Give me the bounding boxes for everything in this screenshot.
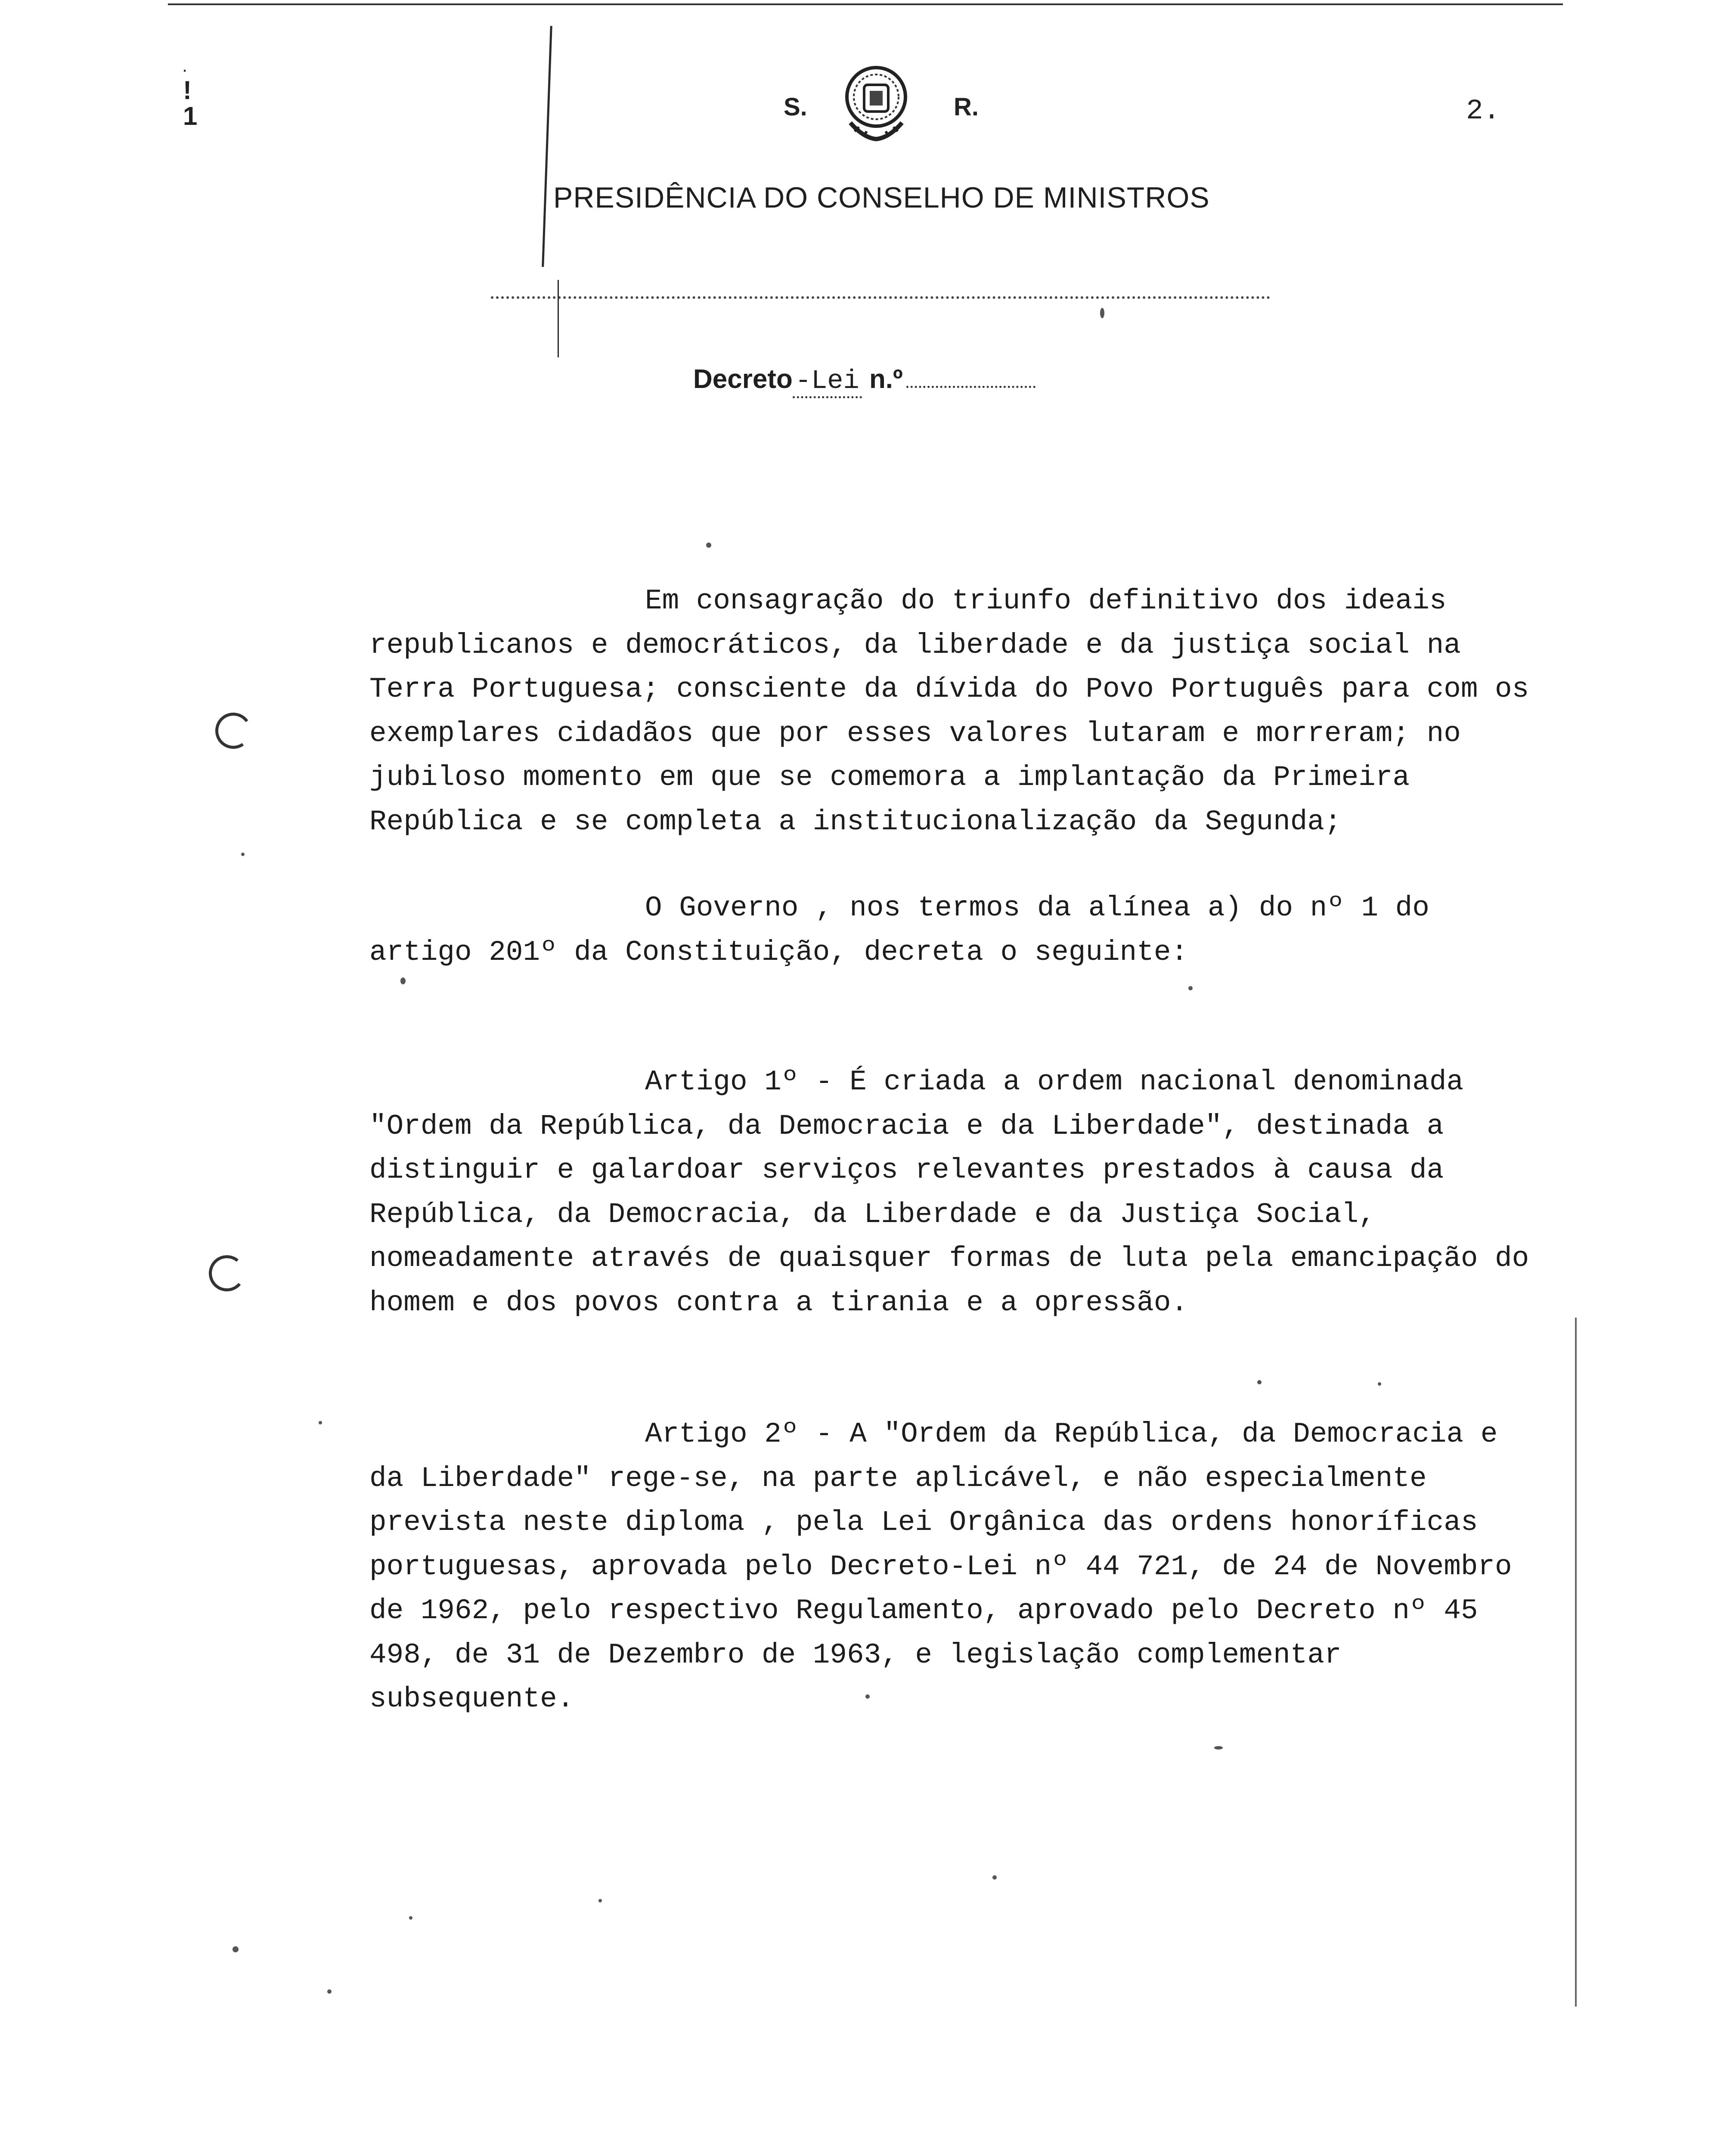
dotted-separator [491, 296, 1270, 299]
scan-speck [865, 1694, 870, 1699]
scan-speck [1188, 986, 1193, 990]
scan-speck [1214, 1746, 1223, 1750]
decree-number-label: n.º [869, 364, 903, 394]
scan-speck [598, 1899, 602, 1902]
scan-speck [1378, 1382, 1381, 1386]
scan-speck [400, 977, 406, 984]
preamble-text: Em consagração do triunfo definitivo dos ideais republicanos e democráticos, da liberdade e da justiça social na Terra Portuguesa; consciente da dívida do Povo Português para com os exemplares cidadãos que por esses valores lutaram e morreram; no jubiloso momento em que se comemora a implantação da Primeira República e se completa a institucionalização da Segunda; [369, 585, 1529, 838]
header-letter-r: R. [954, 93, 979, 121]
decree-number-blank [906, 369, 1035, 388]
punch-hole-mark [212, 710, 254, 751]
scan-speck [992, 1875, 997, 1880]
article-1-text: Artigo 1º - É criada a ordem nacional denominada "Ordem da República, da Democracia e da Liberdade", destinada a distinguir e galardoar serviços relevantes prestados à causa da República, da Democracia, da Liberdade e da Justiça Social, nomeadamente através de quaisquer formas de luta pela emancipação do homem e dos povos contra a tirania e a opressão. [369, 1066, 1529, 1319]
institution-title: PRESIDÊNCIA DO CONSELHO DE MINISTROS [553, 181, 1210, 214]
scan-speck [409, 1916, 412, 1920]
decree-heading [693, 364, 1035, 396]
scan-speck [232, 1946, 239, 1952]
page-number: 2. [1466, 95, 1500, 127]
coat-of-arms-icon [837, 62, 915, 149]
margin-line-lower [558, 280, 559, 357]
top-edge-line [168, 3, 1563, 5]
government-paragraph [369, 886, 1541, 974]
scan-speck [327, 1989, 332, 1994]
article-2-text: Artigo 2º - A "Ordem da República, da Democracia e da Liberdade" rege-se, na parte aplicável, e não especialmente prevista neste diploma , pela Lei Orgânica das ordens honoríficas portuguesas, aprovada pelo Decreto-Lei nº 44 721, de 24 de Novembro de 1962, pelo respectivo Regulamento, aprovado pelo Decreto nº 45 498, de 31 de Dezembro de 1963, e legislação complementar subsequente. [369, 1418, 1512, 1715]
scan-speck [1100, 308, 1104, 318]
government-text: O Governo , nos termos da alínea a) do nº 1 do artigo 201º da Constituição, decreta o seguinte: [369, 892, 1429, 968]
margin-line [542, 26, 552, 267]
scan-speck [706, 543, 711, 548]
preamble-paragraph [369, 579, 1541, 844]
decree-type: -Lei [793, 366, 862, 398]
header-letter-s: S. [784, 93, 807, 121]
article-1-paragraph [369, 1060, 1541, 1325]
scan-speck [319, 1421, 322, 1424]
decree-label: Decreto [693, 364, 793, 394]
scan-speck [241, 853, 245, 856]
punch-hole-mark [207, 1253, 246, 1293]
scan-speck [1257, 1380, 1262, 1384]
margin-line-right [1575, 1318, 1577, 2007]
article-2-paragraph [369, 1412, 1541, 1722]
margin-marks: · ! 1 [183, 64, 198, 130]
